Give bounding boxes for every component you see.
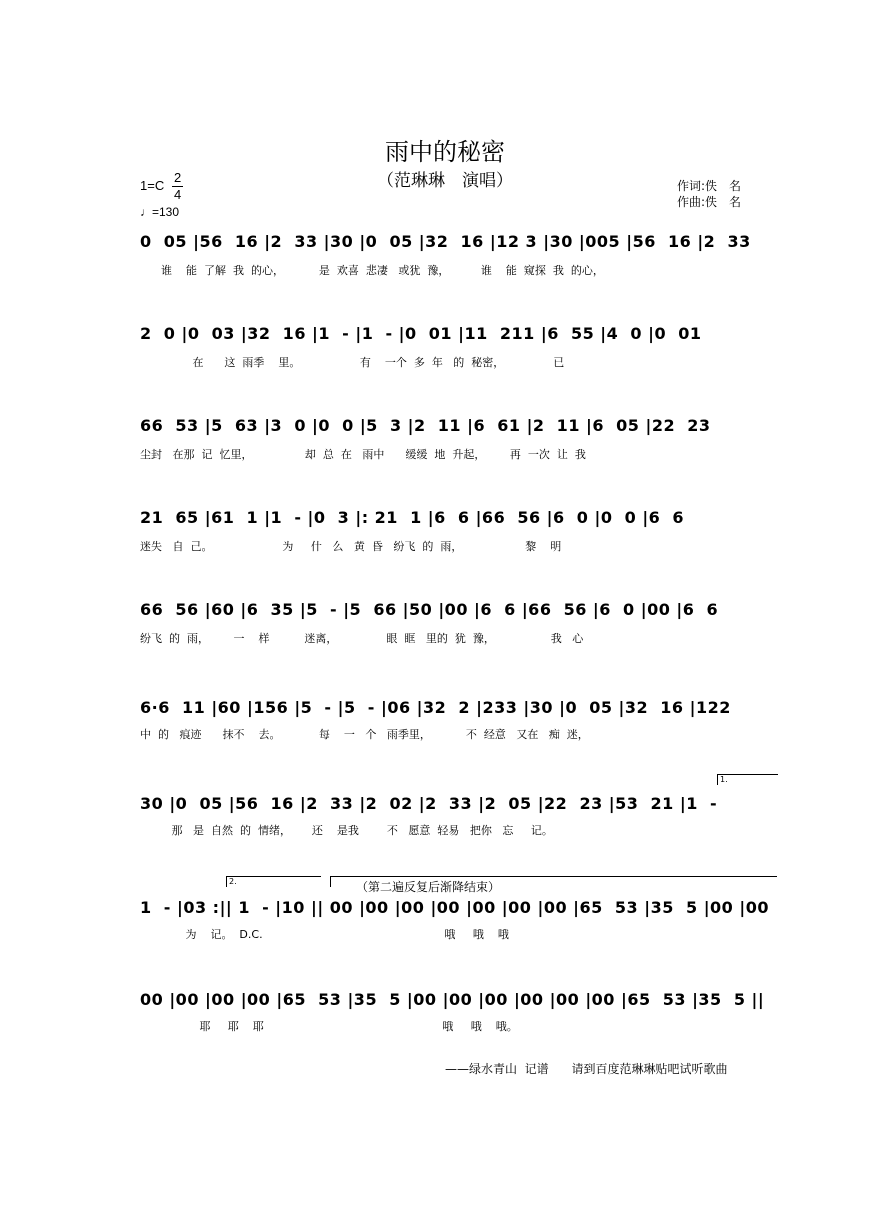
score-line-2: 2 0 |0 03 |32 16 |1 - |1 - |0 01 |11 211 |6 55 |4 0 |0 01 <box>140 324 702 343</box>
lyricist-credit: 作词:佚 名 <box>677 179 742 193</box>
time-signature <box>172 170 183 203</box>
score-line-1: 0 05 |56 16 |2 33 |30 |0 05 |32 16 |12 3 |30 |005 |56 16 |2 33 <box>140 232 751 251</box>
composer-credit: 作曲:佚 名 <box>677 195 742 209</box>
lyric-line-2: 在 这 雨季 里。 有 一个 多 年 的 秘密， 已 <box>140 356 565 369</box>
lyric-line-7: 那 是 自然 的 情绪， 还 是我 不 愿意 轻易 把你 忘 记。 <box>140 824 553 837</box>
score-line-5: 66 56 |60 |6 35 |5 - |5 66 |50 |00 |6 6 |66 56 |6 0 |00 |6 6 <box>140 600 719 619</box>
transcriber-footer: ——绿水青山 记谱 请到百度范琳琳贴吧试听歌曲 <box>445 1062 728 1076</box>
lyric-line-3: 尘封 在那 记 忆里， 却 总 在 雨中 缓缓 地 升起， 再 一次 让 我 <box>140 448 586 461</box>
score-line-4: 21 65 |61 1 |1 - |0 3 |: 21 1 |6 6 |66 56 |6 0 |0 0 |6 6 <box>140 508 685 527</box>
key-signature: 1=C <box>140 178 165 193</box>
song-title: 雨中的秘密 <box>385 138 505 166</box>
lyric-line-9: 耶 耶 耶 哦 哦 哦。 <box>140 1020 518 1033</box>
time-signature-bottom: 4 <box>174 187 182 202</box>
lyric-line-5: 纷飞 的 雨， 一 样 迷离， 眼 眶 里的 犹 豫， 我 心 <box>140 632 584 645</box>
credits <box>677 178 741 210</box>
tempo-marking: ♩=130 <box>140 205 180 219</box>
score-line-3: 66 53 |5 63 |3 0 |0 0 |5 3 |2 11 |6 61 |2 11 |6 05 |22 23 <box>140 416 711 435</box>
score-line-9: 00 |00 |00 |00 |65 53 |35 5 |00 |00 |00 |00 |00 |00 |65 53 |35 5 || <box>140 990 765 1009</box>
score-line-7: 30 |0 05 |56 16 |2 33 |2 02 |2 33 |2 05 |22 23 |53 21 |1 - <box>140 794 718 813</box>
lyric-line-6: 中 的 痕迹 抹不 去。 每 一 个 雨季里， 不 经意 又在 痴 迷， <box>140 728 589 741</box>
lyric-line-1: 谁 能 了解 我 的心， 是 欢喜 悲凄 或犹 豫， 谁 能 窥探 我 的心， <box>140 264 604 277</box>
song-subtitle: （范琳琳 演唱） <box>377 171 513 191</box>
score-line-6: 6·6 11 |60 |156 |5 - |5 - |06 |32 2 |233 |30 |0 05 |32 16 |122 <box>140 698 731 717</box>
score-line-8: 1 - |03 :|| 1 - |10 || 00 |00 |00 |00 |00 |00 |00 |65 53 |35 5 |00 |00 <box>140 898 769 917</box>
time-signature-top: 2 <box>174 170 182 185</box>
volta-1: 1. <box>717 774 778 785</box>
lyric-line-4: 迷失 自 己。 为 什 么 黄 昏 纷飞 的 雨， 黎 明 <box>140 540 562 553</box>
volta-2: 2. <box>226 876 321 887</box>
lyric-line-8: 为 记。 D.C. 哦 哦 哦 <box>140 928 509 941</box>
repeat-instruction: （第二遍反复后渐降结束） <box>356 880 501 894</box>
